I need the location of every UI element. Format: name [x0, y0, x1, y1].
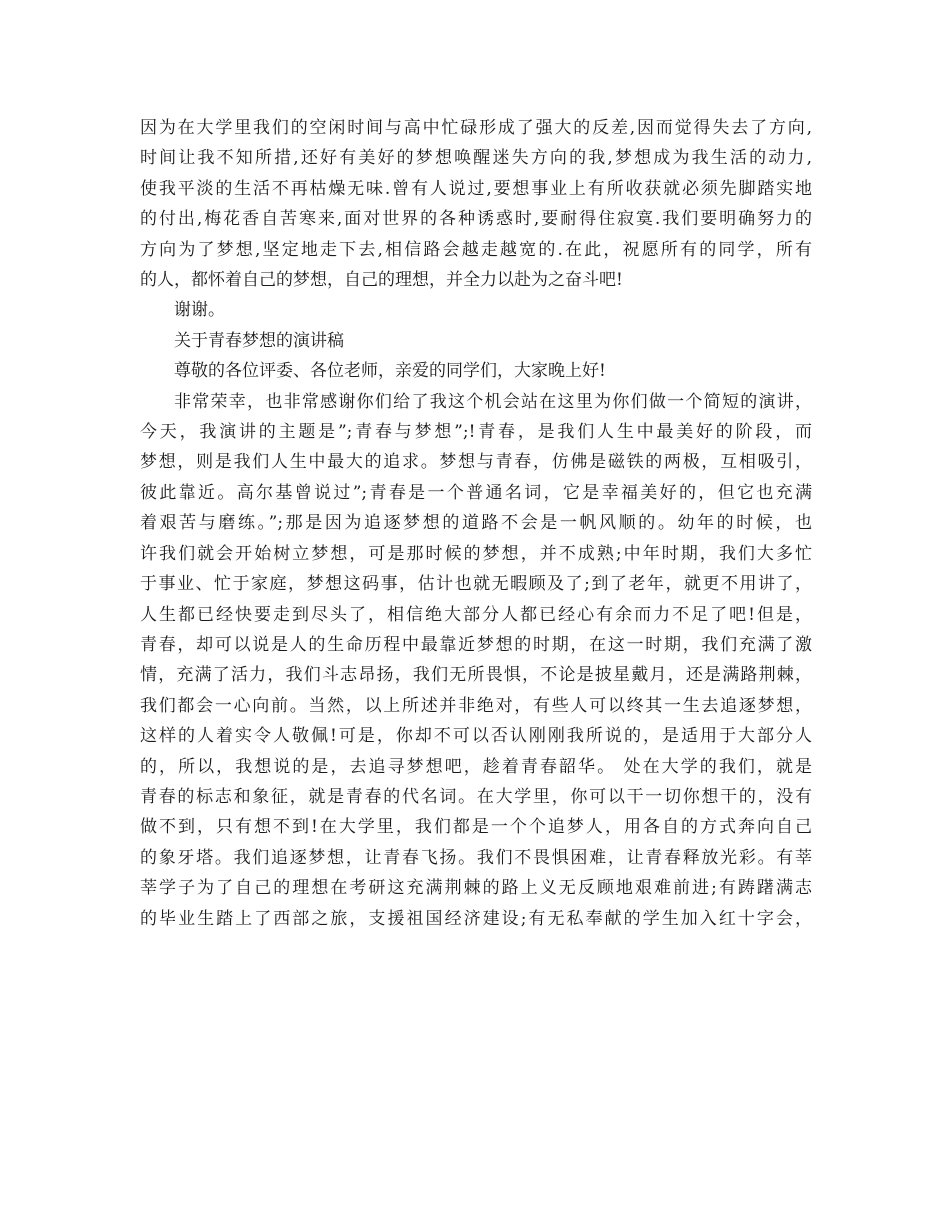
text-line: 着艰苦与磨练。”;那是因为追逐梦想的道路不会是一帆风顺的。幼年的时候，也 — [140, 513, 812, 534]
text-line: 因为在大学里我们的空闲时间与高中忙碌形成了强大的反差,因而觉得失去了方向, — [140, 118, 812, 138]
paragraph-speech-body — [140, 387, 812, 934]
text-line: 的人，都怀着自己的梦想，自己的理想，并全力以赴为之奋斗吧! — [140, 270, 623, 291]
text-line: 使我平淡的生活不再枯燥无味.曾有人说过,要想事业上有所收获就必须先脚踏实地 — [140, 178, 812, 199]
document-body — [140, 113, 812, 934]
text-line: 梦想，则是我们人生中最大的追求。梦想与青春，仿佛是磁铁的两极，互相吸引， — [140, 452, 812, 473]
text-line: 的，所以，我想说的是，去追寻梦想吧，趁着青春韶华。 处在大学的我们，就是 — [140, 756, 812, 777]
text-line: 的毕业生踏上了西部之旅，支援祖国经济建设;有无私奉献的学生加入红十字会， — [140, 908, 812, 929]
text-line: 时间让我不知所措,还好有美好的梦想唤醒迷失方向的我,梦想成为我生活的动力, — [140, 148, 812, 169]
text-line: 今天，我演讲的主题是”;青春与梦想”;!青春，是我们人生中最美好的阶段，而 — [140, 422, 812, 443]
text-line: 的付出,梅花香自苦寒来,面对世界的各种诱惑时,要耐得住寂寞.我们要明确努力的 — [140, 209, 812, 230]
paragraph-greeting — [140, 356, 812, 386]
text-line: 我们都会一心向前。当然，以上所述并非绝对，有些人可以终其一生去追逐梦想， — [140, 695, 812, 716]
text-line: 青春，却可以说是人的生命历程中最靠近梦想的时期，在这一时期，我们充满了激 — [140, 634, 812, 655]
text-line: 青春的标志和象征，就是青春的代名词。在大学里，你可以干一切你想干的，没有 — [140, 786, 812, 807]
paragraph-closing — [140, 113, 812, 295]
text-line: 许我们就会开始树立梦想，可是那时候的梦想，并不成熟;中年时期，我们大多忙 — [140, 543, 812, 564]
text-line: 谢谢。 — [174, 300, 225, 321]
text-line: 尊敬的各位评委、各位老师，亲爱的同学们，大家晚上好! — [174, 361, 606, 382]
text-line: 关于青春梦想的演讲稿 — [174, 330, 344, 351]
text-line: 方向为了梦想,坚定地走下去,相信路会越走越宽的.在此，祝愿所有的同学，所有 — [140, 239, 812, 260]
text-line: 彼此靠近。高尔基曾说过”;青春是一个普通名词，它是幸福美好的，但它也充满 — [140, 482, 812, 503]
text-line: 这样的人着实令人敬佩!可是，你却不可以否认刚刚我所说的，是适用于大部分人 — [140, 726, 812, 747]
text-line: 人生都已经快要走到尽头了，相信绝大部分人都已经心有余而力不足了吧!但是， — [140, 604, 812, 625]
section-title — [140, 326, 812, 356]
text-line: 做不到，只有想不到!在大学里，我们都是一个个追梦人，用各自的方式奔向自己 — [140, 817, 812, 838]
text-line: 于事业、忙于家庭，梦想这码事，估计也就无暇顾及了;到了老年，就更不用讲了， — [140, 574, 812, 595]
paragraph-thanks — [140, 295, 812, 325]
text-line: 情，充满了活力，我们斗志昂扬，我们无所畏惧，不论是披星戴月，还是满路荆棘， — [140, 665, 812, 686]
text-line: 的象牙塔。我们追逐梦想，让青春飞扬。我们不畏惧困难，让青春释放光彩。有莘 — [140, 847, 812, 868]
text-line: 莘学子为了自己的理想在考研这充满荆棘的路上义无反顾地艰难前进;有踌躇满志 — [140, 878, 812, 899]
text-line: 非常荣幸，也非常感谢你们给了我这个机会站在这里为你们做一个简短的演讲， — [174, 391, 812, 412]
